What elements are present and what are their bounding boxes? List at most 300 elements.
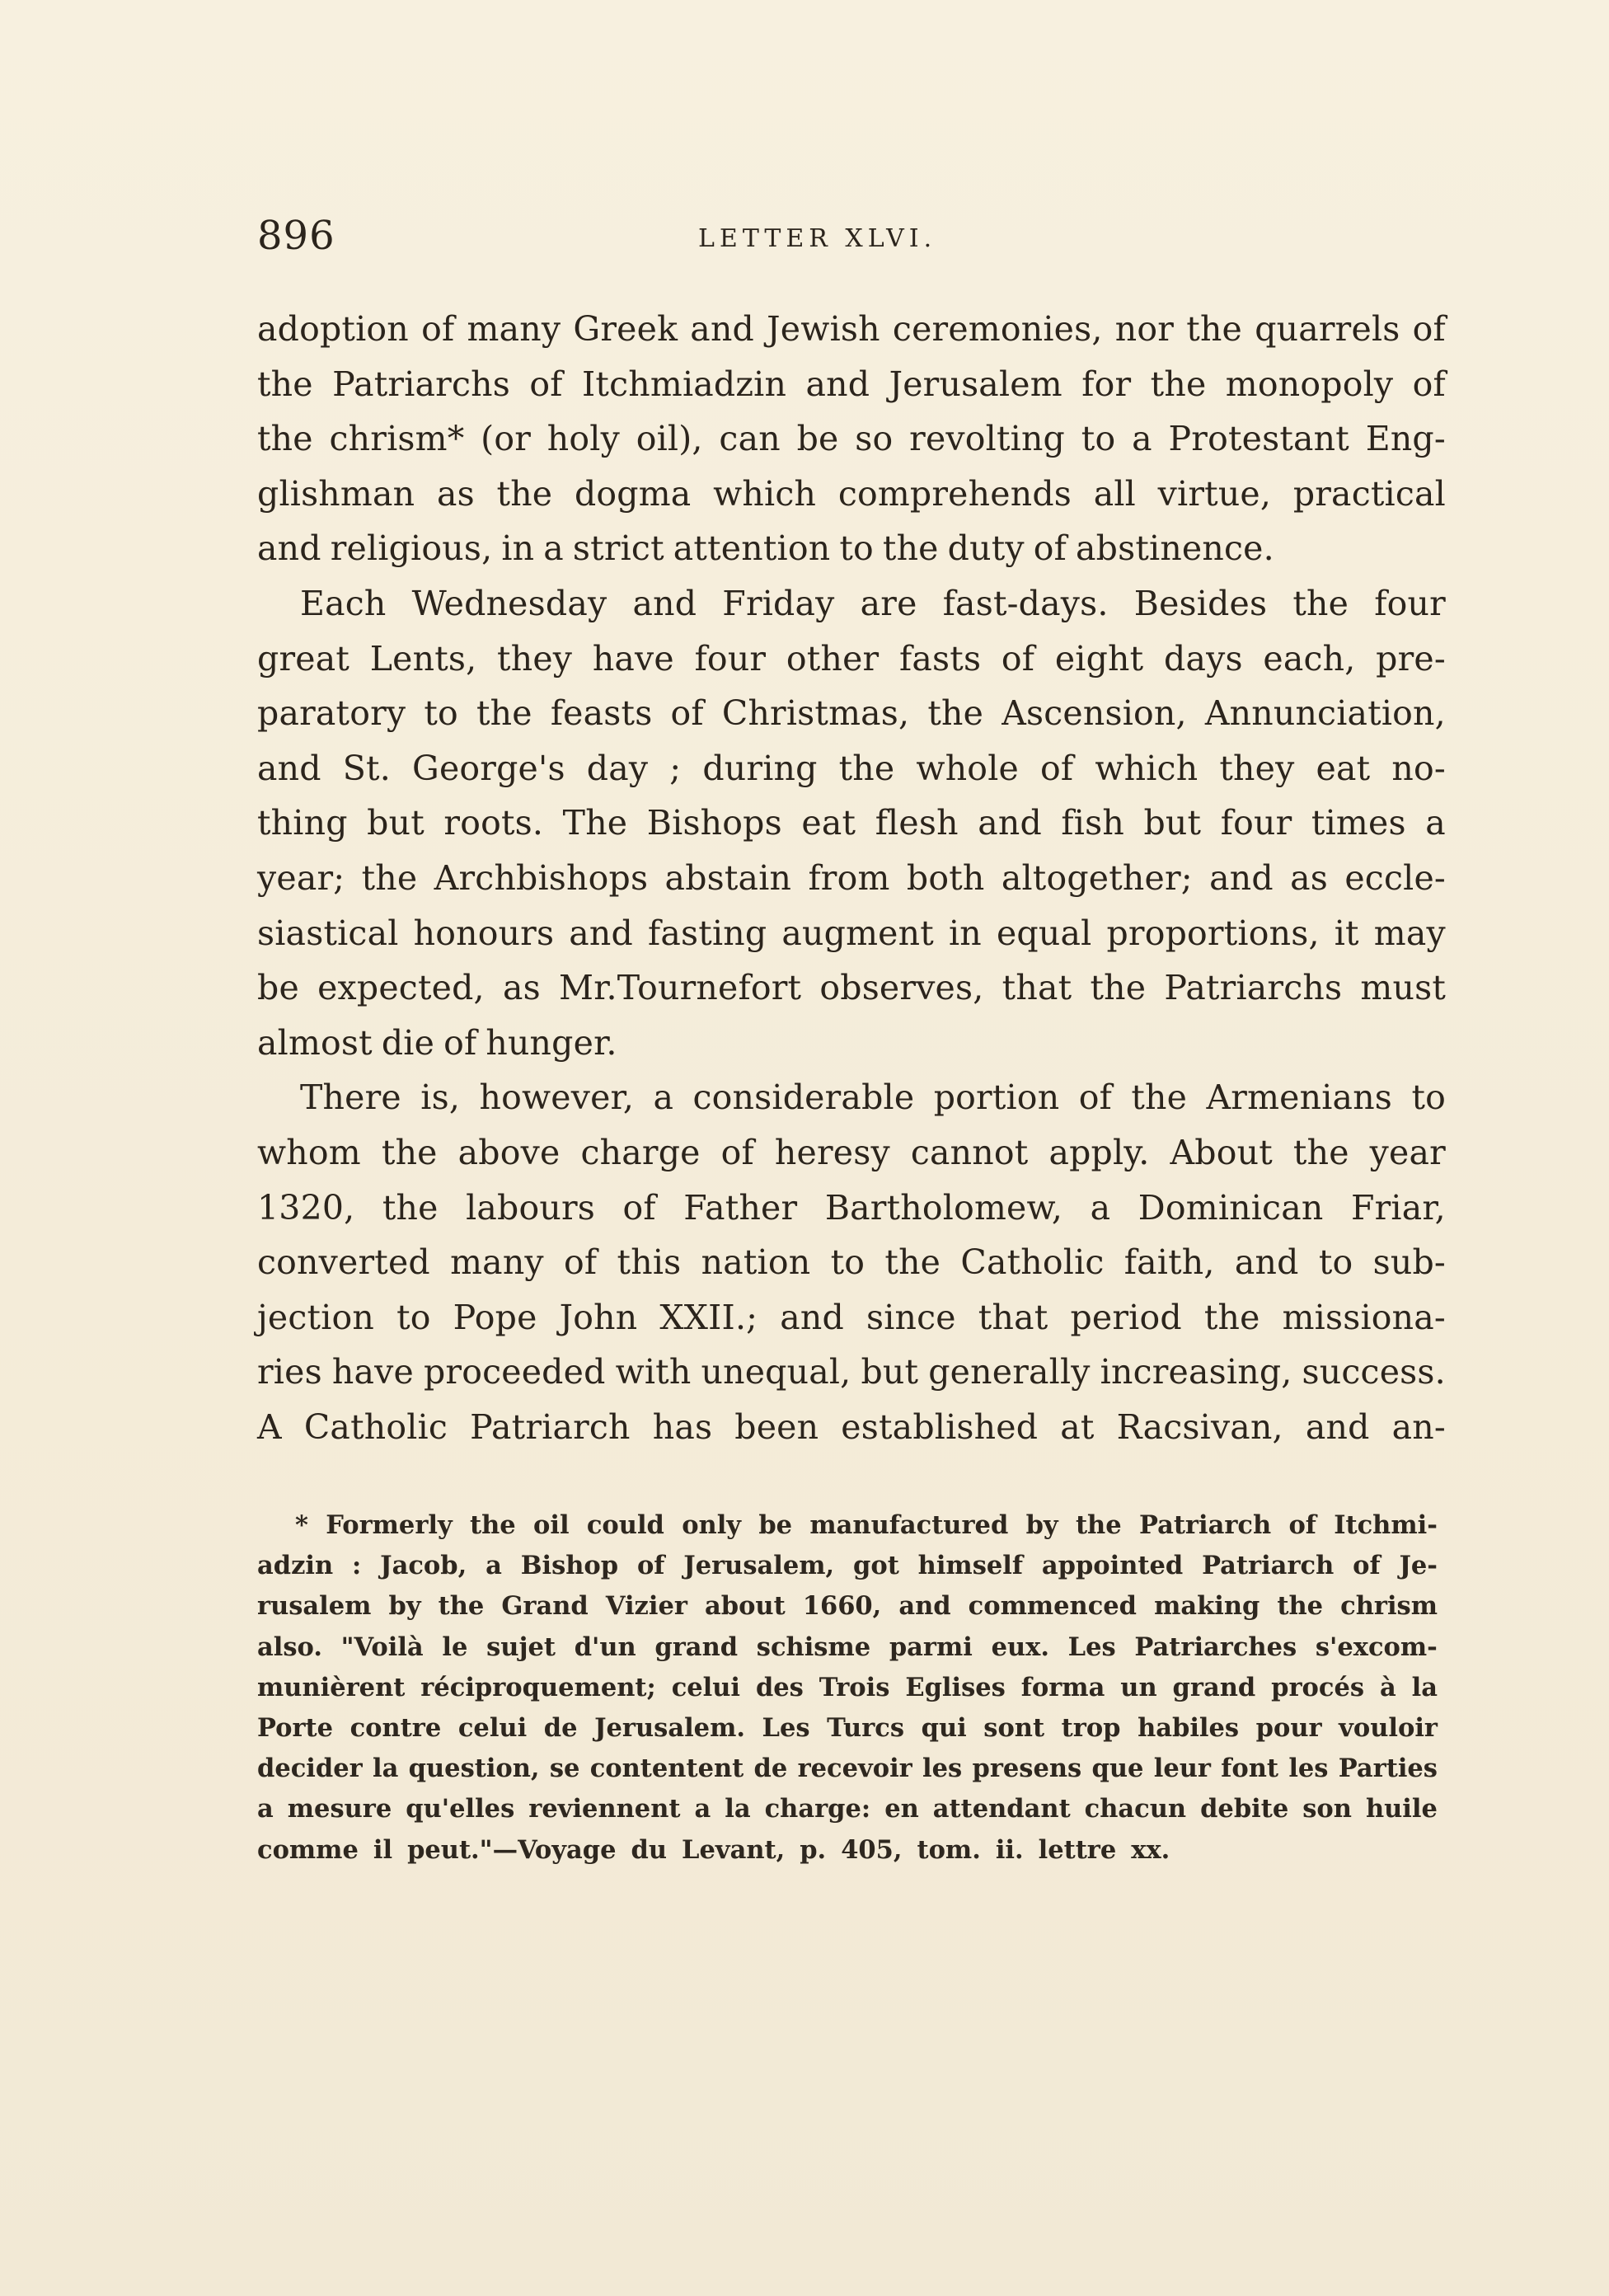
word: a — [486, 1551, 502, 1581]
word: Catholic — [303, 1406, 448, 1447]
word: whole — [916, 748, 1019, 788]
word: Grand — [501, 1591, 589, 1622]
word: Lents, — [369, 638, 477, 678]
word: Bishops — [646, 803, 782, 843]
word: no- — [1391, 748, 1446, 788]
body-line — [257, 906, 1446, 961]
word: réciproquement; — [420, 1672, 656, 1702]
word: * — [295, 1510, 308, 1540]
word: eat — [1316, 748, 1371, 788]
word: parmi — [889, 1632, 973, 1662]
word: fish — [1061, 803, 1124, 843]
word: 405, — [841, 1834, 903, 1865]
word: John — [559, 1297, 638, 1337]
word: Friday — [722, 583, 835, 623]
word: but — [861, 1352, 919, 1392]
word: tom. — [917, 1834, 981, 1865]
word: the — [1150, 364, 1207, 404]
page-header — [257, 213, 1444, 262]
word: a — [257, 1794, 274, 1824]
word: the — [927, 693, 984, 734]
word: increasing, — [1100, 1352, 1292, 1392]
word: observes, — [819, 968, 984, 1008]
word: roots. — [443, 803, 544, 843]
word: la — [1411, 1672, 1438, 1702]
word: of — [1288, 1510, 1316, 1540]
word: four — [694, 638, 767, 678]
word: debite — [1200, 1794, 1289, 1824]
word: munièrent — [257, 1672, 406, 1702]
word: a — [694, 1794, 711, 1824]
word: and — [257, 528, 321, 569]
word: fasting — [648, 913, 767, 953]
word: nor — [1114, 309, 1175, 349]
word: des — [755, 1672, 804, 1702]
word: 1320, — [257, 1187, 355, 1228]
word: of — [1033, 528, 1067, 569]
word: d'un — [574, 1632, 636, 1662]
word: the — [361, 857, 418, 898]
word: ; — [669, 748, 682, 788]
word: charge — [580, 1132, 701, 1172]
word: un — [1120, 1672, 1157, 1702]
word: attendant — [932, 1794, 1071, 1824]
word: whom — [257, 1132, 361, 1172]
word: il — [373, 1834, 393, 1865]
word: peut."—Voyage — [407, 1834, 617, 1865]
word: they — [497, 638, 573, 678]
word: by — [388, 1591, 421, 1622]
word: The — [562, 803, 628, 843]
word: monopoly — [1225, 364, 1394, 404]
word: the — [1186, 309, 1243, 349]
word: the — [257, 419, 313, 459]
word: die — [381, 1022, 435, 1063]
word: to — [1081, 419, 1116, 459]
word: Patriarch — [470, 1406, 631, 1447]
word: Patriarches — [1134, 1632, 1297, 1662]
word: Formerly — [326, 1510, 453, 1540]
word: it — [1334, 913, 1359, 953]
word: Wednesday — [411, 583, 607, 623]
word: Patriarchs — [332, 364, 510, 404]
word: of — [622, 1187, 656, 1228]
word: at — [1060, 1406, 1095, 1447]
word: charge: — [764, 1794, 871, 1824]
word: about — [705, 1591, 786, 1622]
footnote-line — [257, 1627, 1438, 1668]
word: Itchmi- — [1334, 1510, 1438, 1540]
word: from — [808, 857, 890, 898]
word: and — [780, 1297, 844, 1337]
word: Each — [300, 583, 387, 623]
word: which — [1095, 748, 1199, 788]
word: huile — [1365, 1794, 1438, 1824]
word: question, — [408, 1754, 540, 1784]
word: contentent — [589, 1754, 744, 1784]
word: has — [652, 1406, 713, 1447]
word: Jerusalem — [889, 364, 1063, 404]
word: a — [653, 1078, 674, 1118]
word: and — [257, 748, 321, 788]
word: many — [467, 309, 561, 349]
word: the — [1203, 1297, 1260, 1337]
word: de — [543, 1712, 578, 1743]
word: Friar, — [1350, 1187, 1446, 1228]
word: since — [865, 1297, 956, 1337]
word: and — [978, 803, 1042, 843]
word: the — [1075, 1510, 1122, 1540]
word: the — [470, 1510, 516, 1540]
body-line — [257, 467, 1446, 522]
word: schisme — [756, 1632, 871, 1662]
word: font — [1221, 1754, 1279, 1784]
word: that — [1002, 968, 1072, 1008]
word: Trois — [819, 1672, 890, 1702]
body-line — [257, 741, 1446, 796]
word: ries — [257, 1352, 322, 1392]
word: Catholic — [960, 1242, 1105, 1283]
word: for — [1081, 364, 1132, 404]
word: so — [855, 419, 894, 459]
word: thing — [257, 803, 348, 843]
word: oil — [533, 1510, 570, 1540]
word: the — [257, 364, 313, 404]
word: a — [1132, 419, 1152, 459]
word: Archbishops — [434, 857, 649, 898]
word: Bartholomew, — [824, 1187, 1063, 1228]
word: rusalem — [257, 1591, 372, 1622]
word: considerable — [692, 1078, 915, 1118]
word: with — [615, 1352, 692, 1392]
word: XXII.; — [659, 1297, 758, 1337]
word: procés — [1271, 1672, 1365, 1702]
body-line — [257, 960, 1446, 1016]
word: en — [884, 1794, 919, 1824]
word: of — [670, 693, 704, 734]
word: A — [257, 1406, 282, 1447]
word: and — [632, 583, 697, 623]
word: sujet — [486, 1632, 556, 1662]
footnote — [257, 1505, 1438, 1871]
word: unequal, — [701, 1352, 851, 1392]
word: labours — [466, 1187, 596, 1228]
footnote-line — [257, 1586, 1438, 1627]
body-line — [257, 411, 1446, 467]
word: que — [1091, 1754, 1144, 1784]
word: se — [549, 1754, 580, 1784]
word: they — [1219, 748, 1295, 788]
word: Parties — [1338, 1754, 1438, 1784]
word: Eglises — [905, 1672, 1006, 1702]
word: an- — [1391, 1406, 1446, 1447]
word: of — [1412, 309, 1446, 349]
word: Jerusalem, — [683, 1551, 835, 1581]
word: times — [1311, 803, 1406, 843]
word: celui — [457, 1712, 528, 1743]
word: all — [1093, 473, 1136, 514]
word: Patriarch — [1138, 1510, 1272, 1540]
word: equal — [996, 913, 1092, 953]
word: of — [636, 1551, 665, 1581]
body-line — [257, 1070, 1446, 1125]
word: making — [1154, 1591, 1260, 1622]
word: ceremonies, — [892, 309, 1103, 349]
word: in — [948, 913, 982, 953]
word: manufactured — [809, 1510, 1009, 1540]
word: that — [978, 1297, 1048, 1337]
word: only — [682, 1510, 742, 1540]
word: Besides — [1133, 583, 1268, 623]
running-head: LETTER XLVI. — [698, 224, 937, 253]
word: of — [443, 1022, 477, 1063]
word: flesh — [875, 803, 959, 843]
word: of — [564, 1242, 598, 1283]
word: celui — [671, 1672, 741, 1702]
word: revolting — [909, 419, 1066, 459]
word: Armenians — [1206, 1078, 1393, 1118]
word: and — [1209, 857, 1274, 898]
word: converted — [257, 1242, 430, 1283]
word: practical — [1292, 473, 1446, 514]
word: are — [860, 583, 917, 623]
footnote-line — [257, 1668, 1438, 1708]
word: "Voilà — [340, 1632, 424, 1662]
word: and — [898, 1591, 951, 1622]
body-line — [257, 632, 1446, 687]
word: fasts — [899, 638, 982, 678]
word: la — [373, 1754, 399, 1784]
word: virtue, — [1157, 473, 1272, 514]
word: Racsivan, — [1116, 1406, 1283, 1447]
word: the — [882, 528, 939, 569]
word: and — [1234, 1242, 1299, 1283]
word: sub- — [1372, 1242, 1446, 1283]
word: attention — [673, 528, 831, 569]
word: Levant, — [682, 1834, 786, 1865]
word: the — [1277, 1591, 1324, 1622]
word: Bishop — [520, 1551, 619, 1581]
word: been — [734, 1406, 819, 1447]
word: qui — [921, 1712, 967, 1743]
word: George's — [412, 748, 565, 788]
body-line — [257, 851, 1446, 906]
word: and — [569, 913, 633, 953]
word: (or — [481, 419, 532, 459]
word: cannot — [910, 1132, 1029, 1172]
word: abstain — [664, 857, 792, 898]
word: by — [1025, 1510, 1058, 1540]
word: quarrels — [1255, 309, 1400, 349]
word: during — [702, 748, 818, 788]
word: la — [725, 1794, 751, 1824]
word: eccle- — [1344, 857, 1446, 898]
word: also. — [257, 1632, 322, 1662]
footnote-line — [257, 1708, 1438, 1749]
word: many — [450, 1242, 544, 1283]
body-line — [257, 357, 1446, 412]
word: qu'elles — [406, 1794, 515, 1824]
word: eat — [801, 803, 856, 843]
word: of — [421, 309, 455, 349]
word: Jacob, — [380, 1551, 467, 1581]
word: of — [1412, 364, 1446, 404]
body-line — [257, 1345, 1446, 1400]
word: great — [257, 638, 350, 678]
word: to — [839, 528, 874, 569]
word: the — [1292, 1132, 1349, 1172]
word: Dominican — [1138, 1187, 1324, 1228]
body-line — [257, 1125, 1446, 1181]
word: proportions, — [1106, 913, 1320, 953]
word: duty — [947, 528, 1025, 569]
word: Jerusalem. — [594, 1712, 745, 1743]
word: period — [1070, 1297, 1182, 1337]
word: a — [1425, 803, 1446, 843]
word: Mr.Tournefort — [559, 968, 802, 1008]
word: les — [1288, 1754, 1329, 1784]
word: days — [1164, 638, 1243, 678]
word: chrism — [1340, 1591, 1438, 1622]
word: to — [1411, 1078, 1446, 1118]
word: can — [719, 419, 781, 459]
word: must — [1360, 968, 1446, 1008]
word: holy — [546, 419, 620, 459]
word: nation — [701, 1242, 811, 1283]
word: got — [853, 1551, 899, 1581]
word: Itchmiadzin — [582, 364, 787, 404]
word: sont — [983, 1712, 1045, 1743]
word: Protestant — [1168, 419, 1349, 459]
word: and — [1305, 1406, 1370, 1447]
body-text — [257, 302, 1446, 1454]
word: four — [1374, 583, 1446, 623]
word: to — [830, 1242, 865, 1283]
word: but — [1143, 803, 1202, 843]
word: Greek — [573, 309, 678, 349]
word: to — [1318, 1242, 1353, 1283]
word: glishman — [257, 473, 415, 514]
word: apply. — [1048, 1132, 1150, 1172]
word: Turcs — [827, 1712, 905, 1743]
word: portion — [933, 1078, 1060, 1118]
word: Ascension, — [1002, 693, 1187, 734]
word: 1660, — [802, 1591, 882, 1622]
word: fast-days. — [942, 583, 1109, 623]
word: pour — [1255, 1712, 1322, 1743]
word: year; — [257, 857, 345, 898]
word: jection — [257, 1297, 375, 1337]
word: eux. — [991, 1632, 1049, 1662]
footnote-line — [257, 1749, 1438, 1789]
footnote-line — [257, 1789, 1438, 1829]
word: a — [1090, 1187, 1111, 1228]
page-number: 896 — [257, 213, 335, 259]
word: of — [720, 1132, 754, 1172]
word: hunger. — [486, 1022, 617, 1063]
body-line — [257, 686, 1446, 741]
word: les — [922, 1754, 963, 1784]
word: contre — [349, 1712, 442, 1743]
word: the — [1090, 968, 1147, 1008]
word: Je- — [1399, 1551, 1438, 1581]
word: have — [592, 638, 674, 678]
word: paratory — [257, 693, 406, 734]
word: as — [502, 968, 541, 1008]
word: each, — [1263, 638, 1356, 678]
word: proceeded — [423, 1352, 606, 1392]
word: religious, — [330, 528, 493, 569]
word: and — [690, 309, 754, 349]
word: Patriarchs — [1164, 968, 1343, 1008]
word: chrism* — [329, 419, 465, 459]
word: eight — [1054, 638, 1144, 678]
word: oil), — [636, 419, 703, 459]
word: however, — [479, 1078, 635, 1118]
word: have — [331, 1352, 414, 1392]
word: the — [382, 1187, 439, 1228]
word: almost — [257, 1022, 373, 1063]
word: the — [884, 1242, 941, 1283]
word: comme — [257, 1834, 359, 1865]
word: faith, — [1123, 1242, 1215, 1283]
word: : — [352, 1551, 362, 1581]
word: comprehends — [837, 473, 1072, 514]
footnote-line — [257, 1546, 1438, 1586]
word: reviennent — [528, 1794, 681, 1824]
body-line — [257, 1235, 1446, 1290]
word: siastical — [257, 913, 399, 953]
body-line — [257, 521, 1446, 576]
word: leur — [1153, 1754, 1211, 1784]
word: abstinence. — [1076, 528, 1274, 569]
word: in — [501, 528, 535, 569]
body-line — [257, 576, 1446, 632]
footnote-line — [257, 1830, 1438, 1871]
word: à — [1379, 1672, 1396, 1702]
word: of — [529, 364, 563, 404]
word: vouloir — [1339, 1712, 1438, 1743]
word: the — [496, 473, 553, 514]
word: le — [442, 1632, 468, 1662]
word: Porte — [257, 1712, 334, 1743]
word: be — [758, 1510, 793, 1540]
word: About — [1170, 1132, 1273, 1172]
word: which — [713, 473, 817, 514]
word: strict — [572, 528, 664, 569]
word: xx. — [1131, 1834, 1170, 1865]
word: other — [786, 638, 880, 678]
word: expected, — [317, 968, 485, 1008]
word: Christmas, — [721, 693, 910, 734]
word: de — [753, 1754, 788, 1784]
word: Jewish — [767, 309, 880, 349]
word: forma — [1020, 1672, 1105, 1702]
word: ii. — [995, 1834, 1024, 1865]
word: generally — [928, 1352, 1091, 1392]
word: augment — [781, 913, 934, 953]
word: the — [1292, 583, 1349, 623]
word: to — [396, 1297, 431, 1337]
word: and — [805, 364, 870, 404]
word: missiona- — [1282, 1297, 1446, 1337]
word: lettre — [1038, 1834, 1117, 1865]
word: adzin — [257, 1551, 334, 1581]
word: heresy — [774, 1132, 890, 1172]
word: himself — [917, 1551, 1023, 1581]
word: of — [1040, 748, 1074, 788]
word: Vizier — [605, 1591, 687, 1622]
